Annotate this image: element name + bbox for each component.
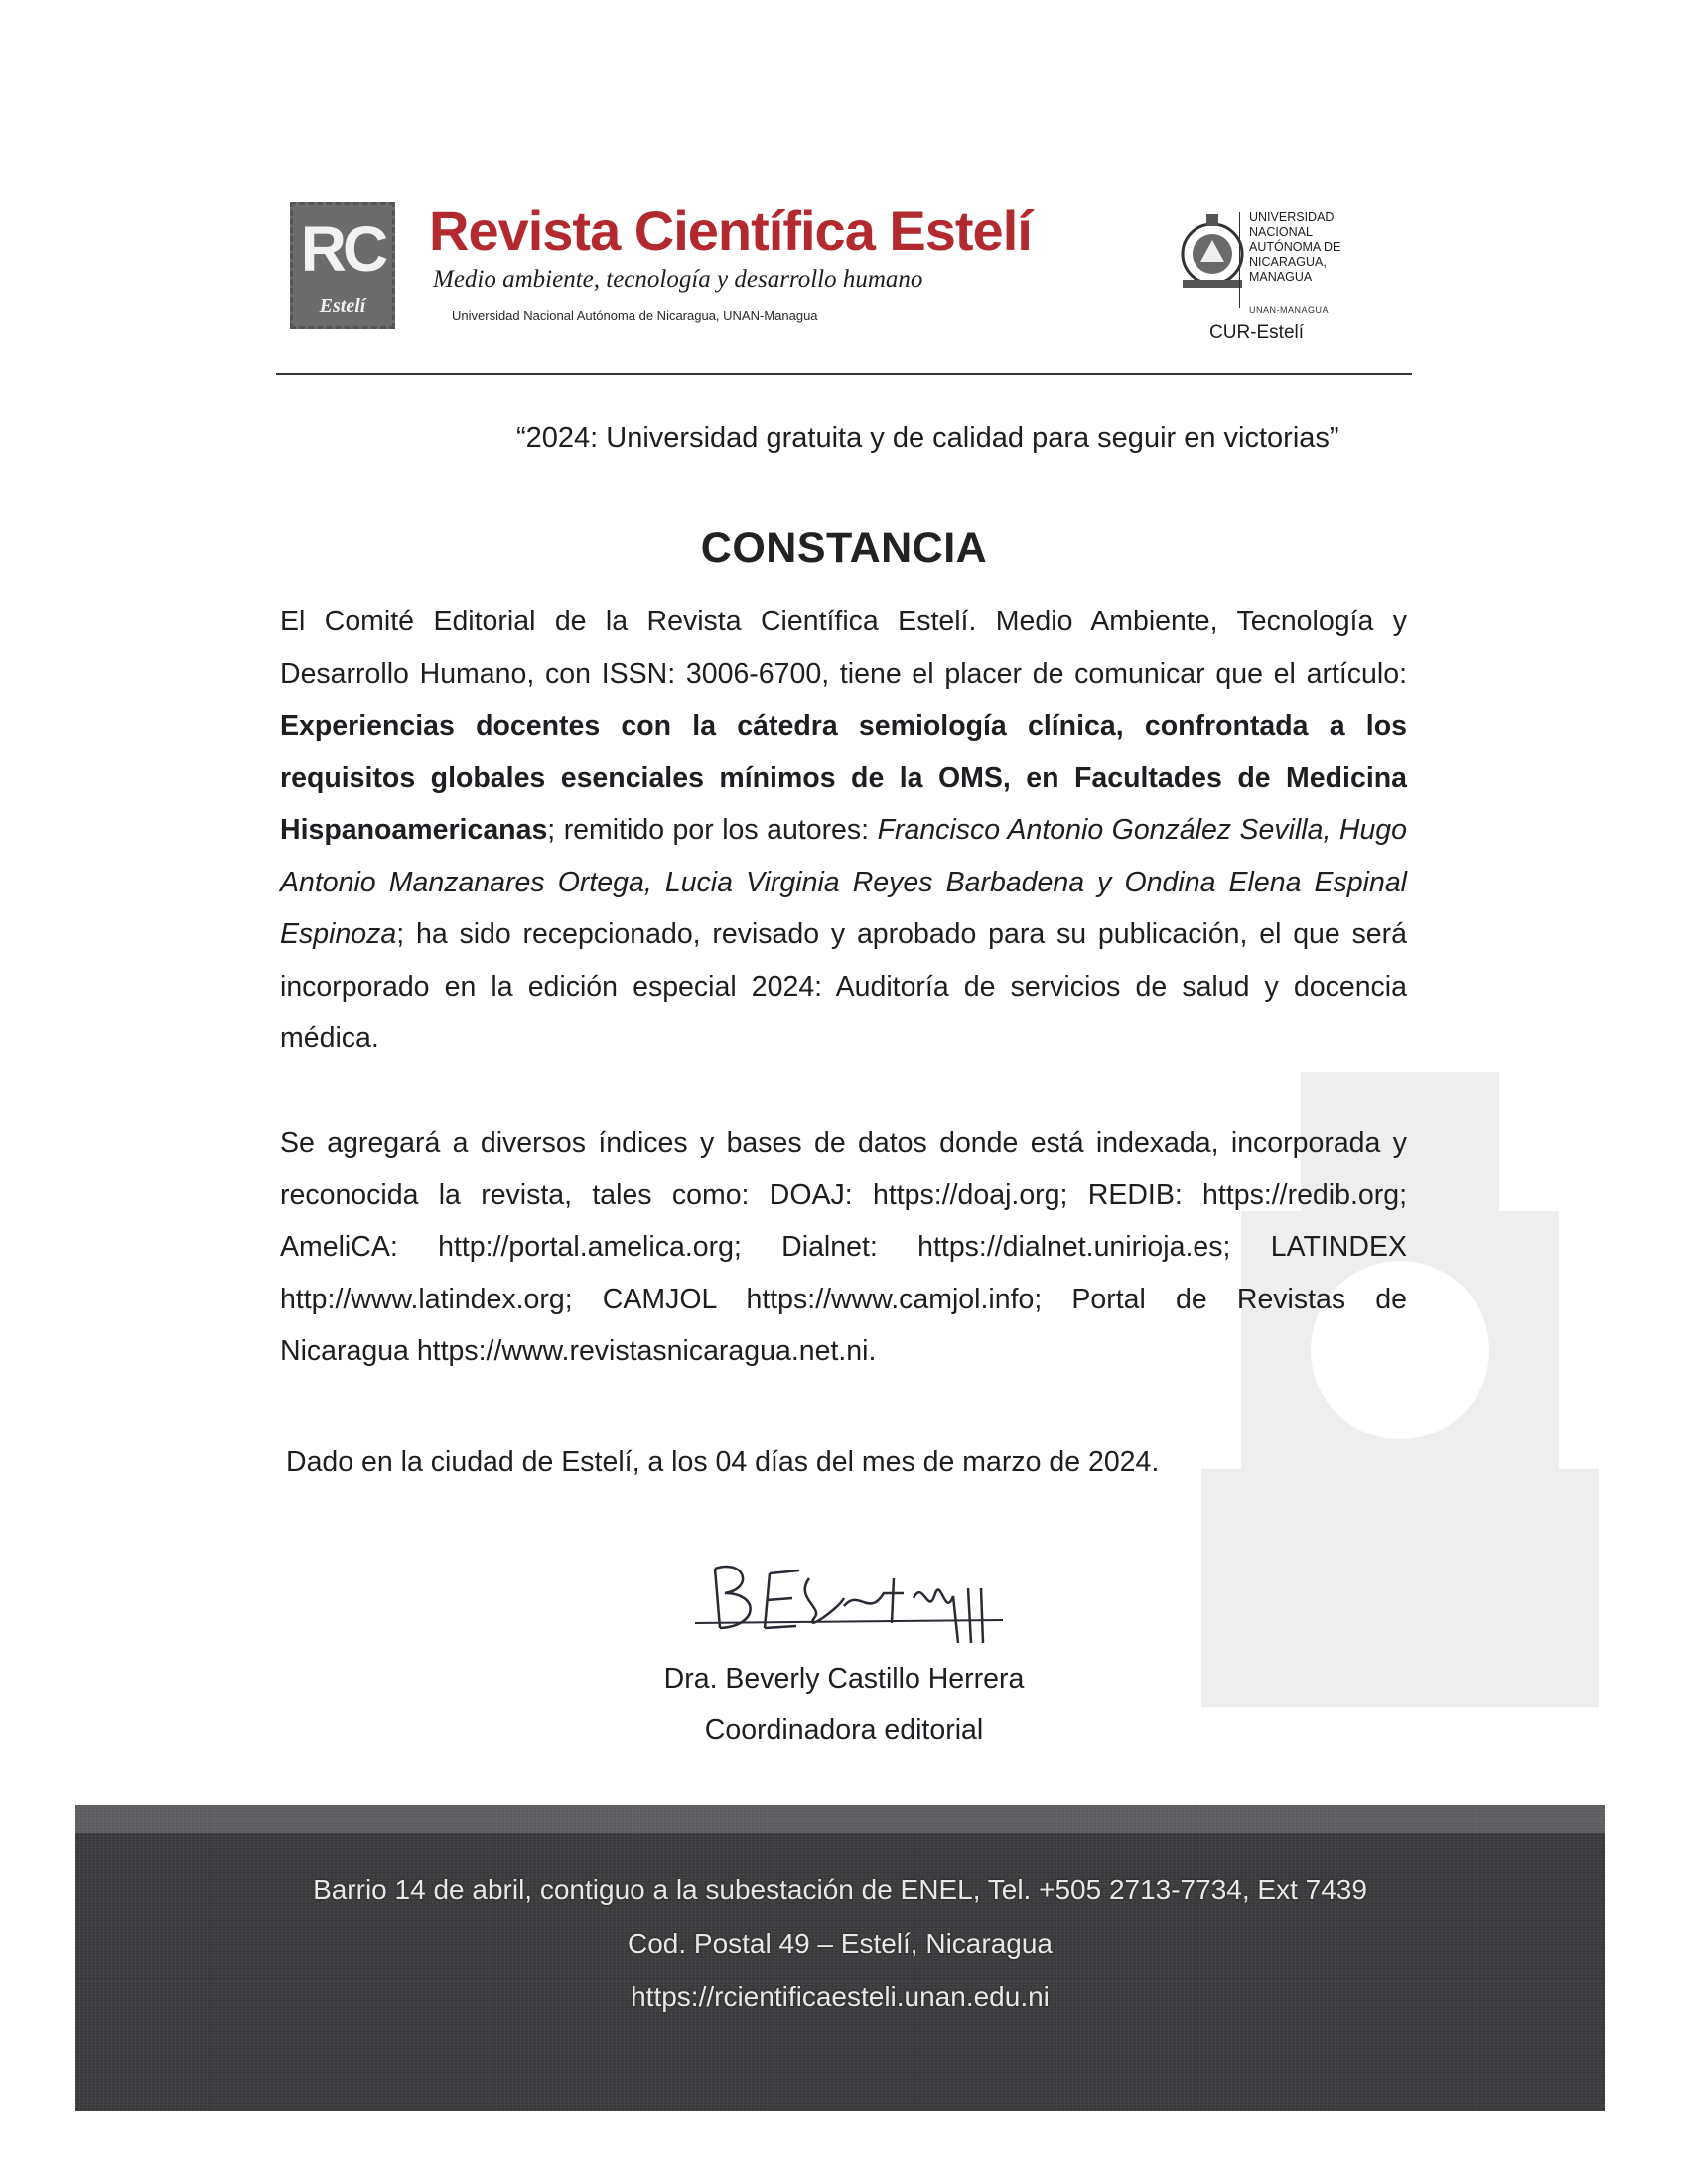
- paragraph-ending: ; ha sido recepcionado, revisado y aprobado para su publicación, el que será incorporado en la edición especial 2024: Auditoría de servicios de salud y docencia médica.: [280, 918, 1407, 1054]
- university-divider: [1239, 212, 1240, 308]
- journal-subtitle: Medio ambiente, tecnología y desarrollo humano: [433, 266, 923, 293]
- university-name-line: UNIVERSIDAD: [1249, 210, 1335, 224]
- university-name-line: NICARAGUA,: [1249, 255, 1327, 269]
- logo-letters: RC: [300, 213, 385, 285]
- footer-top-band: [75, 1805, 1605, 1833]
- certificate-paragraph: [280, 596, 1407, 1065]
- footer-website: https://rcientificaesteli.unan.edu.ni: [631, 1981, 1050, 2012]
- date-paragraph: Dado en la ciudad de Estelí, a los 04 días del mes de marzo de 2024.: [286, 1446, 1160, 1478]
- footer-address: Barrio 14 de abril, contiguo a la subestación de ENEL, Tel. +505 2713-7734, Ext 7439: [313, 1874, 1367, 1905]
- article-title: Experiencias docentes con la cátedra semiología clínica, confrontada a los requisitos globales esenciales mínimos de la OMS, en Facultades de Medicina Hispanoamericanas: [280, 710, 1407, 846]
- signer-role: Coordinadora editorial: [704, 1714, 984, 1746]
- footer-postal-code: Cod. Postal 49 – Estelí, Nicaragua: [627, 1928, 1053, 1959]
- article-authors: Francisco Antonio González Sevilla, Hugo Antonio Manzanares Ortega, Lucia Virginia Reyes Barbadena y Ondina Elena Espinal Espinoza: [280, 814, 1408, 950]
- header-divider: [276, 373, 1412, 375]
- paragraph-intro: El Comité Editorial de la Revista Científica Estelí. Medio Ambiente, Tecnología y Desarrollo Humano, con ISSN: 3006-6700, tiene el placer de comunicar que el artículo:: [280, 606, 1407, 690]
- journal-title: Revista Científica Estelí: [429, 200, 1032, 262]
- institutional-motto: “2024: Universidad gratuita y de calidad para seguir en victorias”: [516, 422, 1339, 454]
- campus-name: CUR-Estelí: [1209, 322, 1305, 342]
- signer-name: Dra. Beverly Castillo Herrera: [663, 1663, 1025, 1695]
- paragraph-connector: ; remitido por los autores:: [547, 814, 878, 846]
- document-title: CONSTANCIA: [700, 524, 988, 572]
- footer-banner: [75, 1805, 1605, 2111]
- university-name-line: AUTÓNOMA DE: [1249, 240, 1341, 254]
- university-name-line: NACIONAL: [1249, 225, 1313, 239]
- university-short-name: UNAN-MANAGUA: [1249, 305, 1330, 315]
- university-name-line: MANAGUA: [1249, 270, 1313, 284]
- indexing-paragraph: Se agregará a diversos índices y bases de datos donde está indexada, incorporada y reconocida la revista, tales como: DOAJ: https://doaj.org; REDIB: https://redib.org; AmeliCA: http://portal.amelica.org; Dialnet: https://dialnet.unirioja.es; LATINDEX http://www.latindex.org; CAMJOL https://www.camjol.info; Portal de Revistas de Nicaragua https://www.revistasnicaragua.net.ni.: [280, 1127, 1407, 1367]
- journal-logo: [290, 202, 395, 329]
- logo-city: Estelí: [319, 295, 366, 317]
- university-name: [1249, 210, 1388, 285]
- journal-university: Universidad Nacional Autónoma de Nicaragua, UNAN-Managua: [452, 308, 818, 323]
- handwritten-signature: [675, 1549, 1033, 1658]
